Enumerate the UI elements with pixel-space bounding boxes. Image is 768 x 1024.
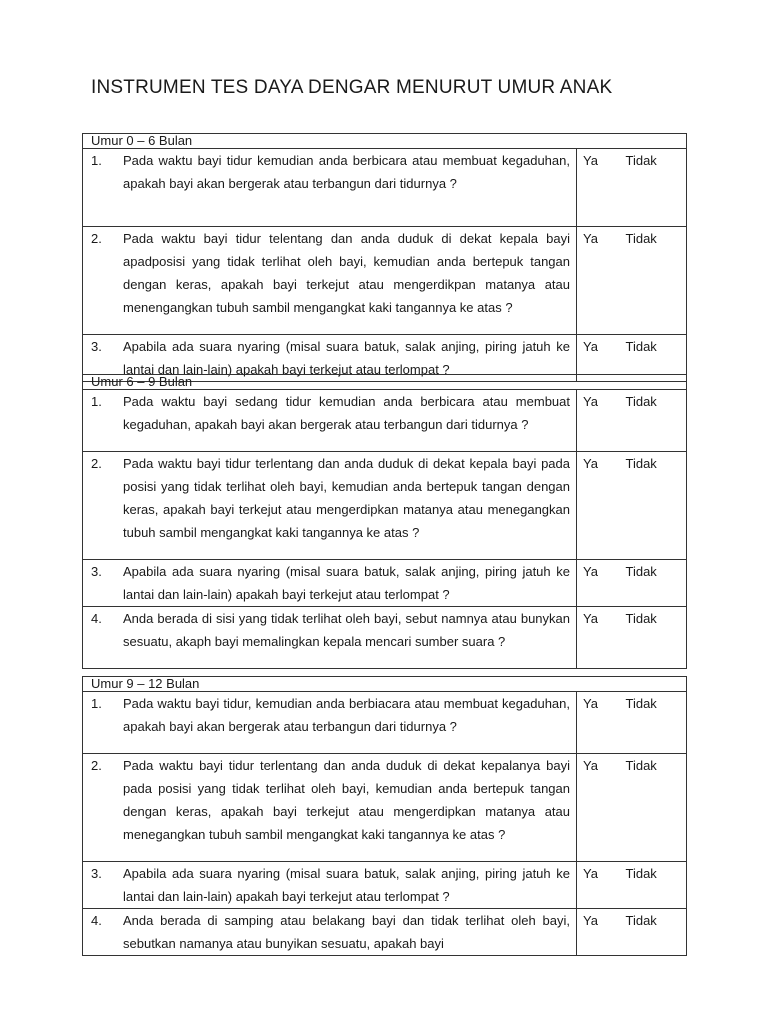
document-title: INSTRUMEN TES DAYA DENGAR MENURUT UMUR ANAK xyxy=(91,77,613,98)
item-question: Pada waktu bayi sedang tidur kemudian anda berbicara atau membuat kegaduhan, apakah bayi akan bergerak atau terbangun dari tidurnya ? xyxy=(123,394,570,432)
item-number: 1. xyxy=(91,394,102,409)
table-row xyxy=(83,452,687,560)
item-number: 1. xyxy=(91,696,102,711)
item-number: 4. xyxy=(91,913,102,928)
table-row xyxy=(83,862,687,909)
item-question: Anda berada di samping atau belakang bayi dan tidak terlihat oleh bayi, sebutkan namanya atau bunyikan sesuatu, apakah bayi xyxy=(123,913,570,951)
option-ya[interactable]: Ya xyxy=(577,335,619,382)
item-question: Pada waktu bayi tidur telentang dan anda duduk di dekat kepala bayi apadposisi yang tidak terlihat oleh bayi, kemudian anda bertepuk tangan dengan keras, apakah bayi terkejut atau mengerdikpan matanya atau menengangkan tubuh sambil mengangkat kaki tangannya ke atas ? xyxy=(123,231,570,315)
item-question: Pada waktu bayi tidur, kemudian anda berbiacara atau membuat kegaduhan, apakah bayi akan bergerak atau terbangun dari tidurnya ? xyxy=(123,696,570,734)
section-header-row xyxy=(83,375,687,390)
item-question: Apabila ada suara nyaring (misal suara batuk, salak anjing, piring jatuh ke lantai dan lain-lain) apakah bayi terkejut atau terlompat ? xyxy=(123,339,570,377)
item-number: 3. xyxy=(91,866,102,881)
option-ya[interactable]: Ya xyxy=(577,227,619,335)
section-header-row xyxy=(83,134,687,149)
table-row xyxy=(83,692,687,754)
section-header: Umur 6 – 9 Bulan xyxy=(83,375,687,390)
section-0-6-bulan xyxy=(82,133,687,382)
option-tidak[interactable]: Tidak xyxy=(619,754,687,862)
item-number: 3. xyxy=(91,564,102,579)
option-tidak[interactable]: Tidak xyxy=(619,692,687,754)
item-question: Pada waktu bayi tidur terlentang dan anda duduk di dekat kepalanya bayi pada posisi yang tidak terlihat oleh bayi, kemudian anda bertepuk tangan dengan keras, apakah bayi terkejut atau mengerdipkan matanya atau menegangkan tubuh sambil mengangkat kaki tangannya ke atas ? xyxy=(123,758,570,842)
option-ya[interactable]: Ya xyxy=(577,149,619,227)
option-tidak[interactable]: Tidak xyxy=(619,227,687,335)
option-tidak[interactable]: Tidak xyxy=(619,862,687,909)
section-9-12-bulan xyxy=(82,676,687,956)
option-ya[interactable]: Ya xyxy=(577,862,619,909)
section-header: Umur 9 – 12 Bulan xyxy=(83,677,687,692)
item-question: Anda berada di sisi yang tidak terlihat oleh bayi, sebut namnya atau bunykan sesuatu, akaph bayi memalingkan kepala mencari sumber suara ? xyxy=(123,611,570,649)
option-tidak[interactable]: Tidak xyxy=(619,560,687,607)
option-ya[interactable]: Ya xyxy=(577,452,619,560)
table-row xyxy=(83,149,687,227)
item-number: 2. xyxy=(91,231,102,246)
option-ya[interactable]: Ya xyxy=(577,909,619,956)
item-number: 3. xyxy=(91,339,102,354)
option-ya[interactable]: Ya xyxy=(577,607,619,669)
option-tidak[interactable]: Tidak xyxy=(619,452,687,560)
option-tidak[interactable]: Tidak xyxy=(619,149,687,227)
item-number: 1. xyxy=(91,153,102,168)
option-ya[interactable]: Ya xyxy=(577,390,619,452)
table-row xyxy=(83,909,687,956)
option-tidak[interactable]: Tidak xyxy=(619,607,687,669)
section-header: Umur 0 – 6 Bulan xyxy=(83,134,687,149)
item-number: 2. xyxy=(91,456,102,471)
section-header-row xyxy=(83,677,687,692)
item-number: 4. xyxy=(91,611,102,626)
table-row xyxy=(83,390,687,452)
option-tidak[interactable]: Tidak xyxy=(619,909,687,956)
option-tidak[interactable]: Tidak xyxy=(619,335,687,382)
option-tidak[interactable]: Tidak xyxy=(619,390,687,452)
item-question: Apabila ada suara nyaring (misal suara batuk, salak anjing, piring jatuh ke lantai dan lain-lain) apakah bayi terkejut atau terlompat ? xyxy=(123,564,570,602)
table-row xyxy=(83,227,687,335)
section-6-9-bulan xyxy=(82,374,687,669)
item-question: Pada waktu bayi tidur kemudian anda berbicara atau membuat kegaduhan, apakah bayi akan bergerak atau terbangun dari tidurnya ? xyxy=(123,153,570,191)
table-row xyxy=(83,607,687,669)
item-question: Apabila ada suara nyaring (misal suara batuk, salak anjing, piring jatuh ke lantai dan lain-lain) apakah bayi terkejut atau terlompat ? xyxy=(123,866,570,904)
option-ya[interactable]: Ya xyxy=(577,560,619,607)
item-question: Pada waktu bayi tidur terlentang dan anda duduk di dekat kepala bayi pada posisi yang tidak terlihat oleh bayi, kemudian anda bertepuk tangan dengan keras, apakah bayi terkejut atau mengerdipkan matanya atau menegangkan tubuh sambil mengangkat kaki tangannya ke atas ? xyxy=(123,456,570,540)
item-number: 2. xyxy=(91,758,102,773)
table-row xyxy=(83,560,687,607)
table-row xyxy=(83,754,687,862)
option-ya[interactable]: Ya xyxy=(577,754,619,862)
option-ya[interactable]: Ya xyxy=(577,692,619,754)
